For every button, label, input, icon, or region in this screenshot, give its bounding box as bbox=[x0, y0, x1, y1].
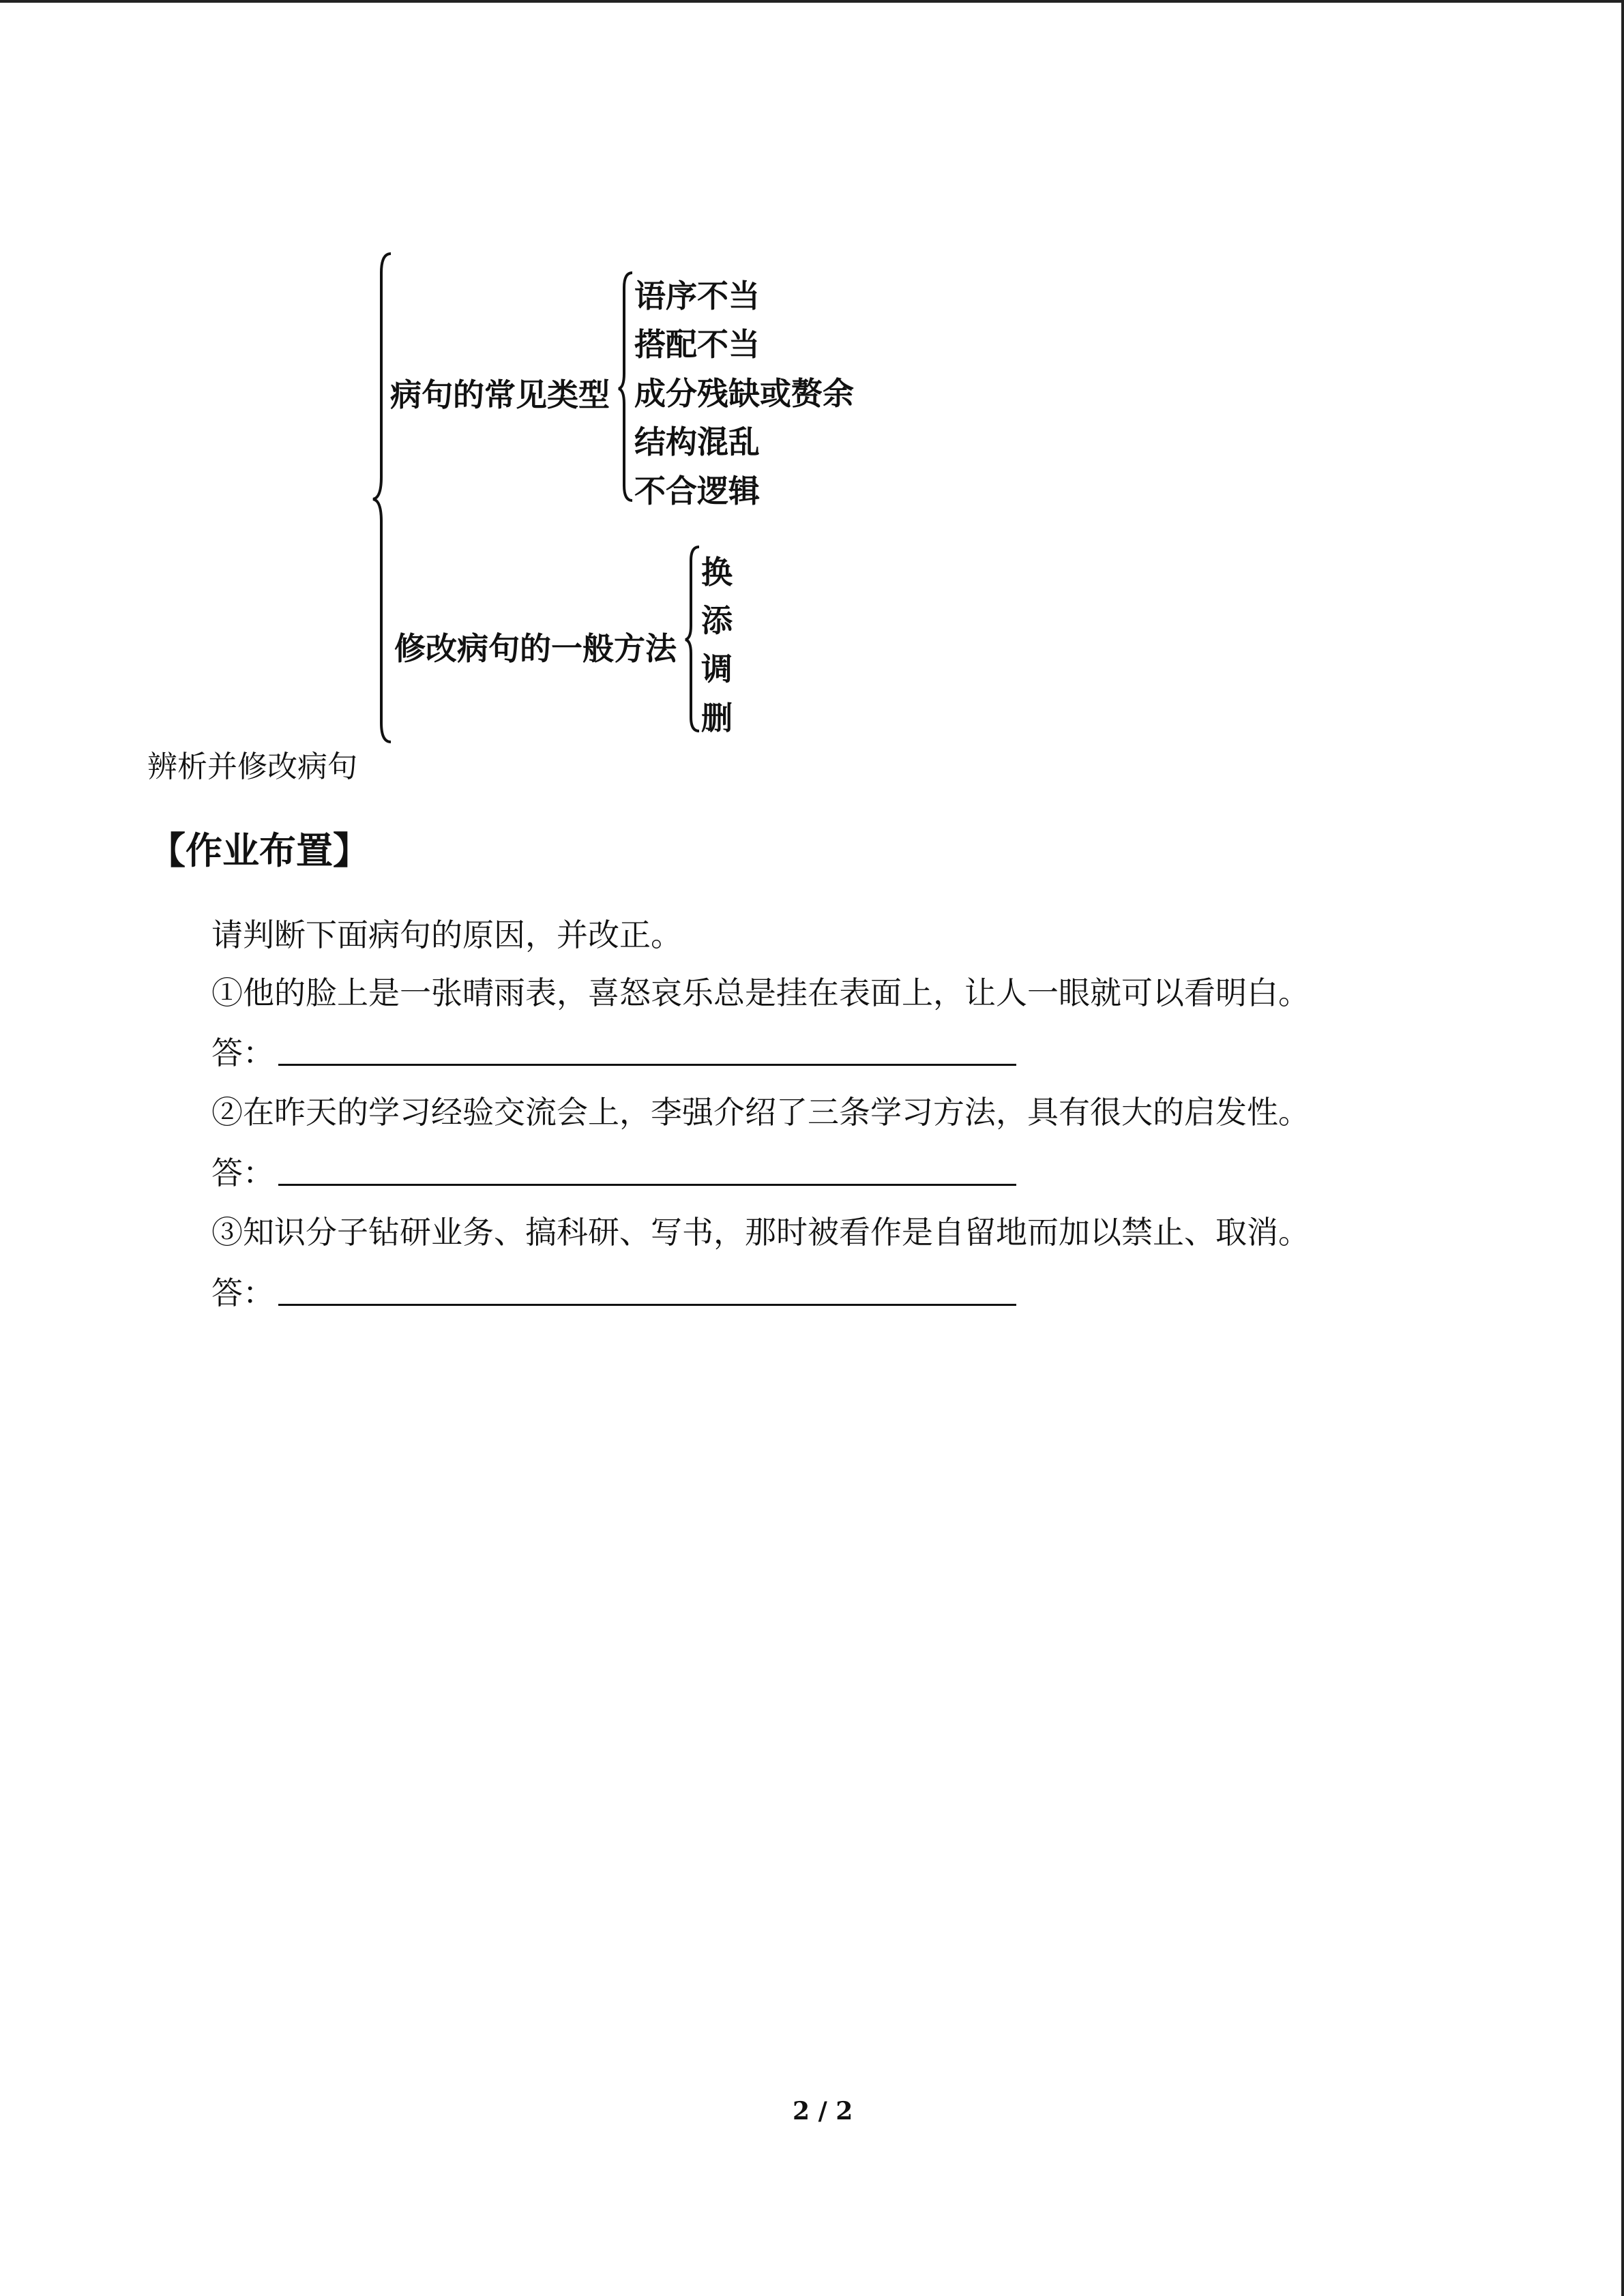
question-3: ③知识分子钻研业务、搞科研、写书，那时被看作是自留地而加以禁止、取消。 bbox=[211, 1214, 1310, 1251]
answer-blank-2[interactable] bbox=[278, 1184, 1016, 1186]
type-item: 结构混乱 bbox=[634, 423, 760, 460]
branch-methods-label: 修改病句的一般方法 bbox=[394, 630, 677, 667]
page-number: 2 / 2 bbox=[793, 2097, 853, 2126]
answer-label: 答： bbox=[211, 1154, 274, 1191]
question-1: ①他的脸上是一张晴雨表，喜怒哀乐总是挂在表面上，让人一眼就可以看明白。 bbox=[211, 974, 1310, 1011]
type-item: 成分残缺或赘余 bbox=[634, 375, 854, 412]
branch-types-label: 病句的常见类型 bbox=[390, 376, 610, 413]
answer-blank-1[interactable] bbox=[278, 1064, 1016, 1066]
method-item: 删 bbox=[701, 700, 733, 736]
type-item: 不合逻辑 bbox=[634, 473, 760, 509]
homework-heading: 【作业布置】 bbox=[149, 829, 370, 872]
main-brace bbox=[372, 252, 399, 743]
page-right-border bbox=[1621, 0, 1624, 2296]
type-item: 搭配不当 bbox=[634, 326, 760, 363]
method-item: 调 bbox=[701, 651, 733, 687]
diagram-root-label: 辨析并修改病句 bbox=[147, 749, 357, 784]
answer-label: 答： bbox=[211, 1034, 274, 1071]
method-item: 添 bbox=[701, 602, 733, 639]
page-top-border bbox=[0, 0, 1624, 3]
type-item: 语序不当 bbox=[634, 278, 760, 314]
question-2: ②在昨天的学习经验交流会上，李强介绍了三条学习方法，具有很大的启发性。 bbox=[211, 1094, 1310, 1131]
method-item: 换 bbox=[701, 554, 733, 591]
answer-label: 答： bbox=[211, 1274, 274, 1311]
answer-blank-3[interactable] bbox=[278, 1304, 1016, 1306]
homework-instruction: 请判断下面病句的原因，并改正。 bbox=[211, 916, 682, 953]
